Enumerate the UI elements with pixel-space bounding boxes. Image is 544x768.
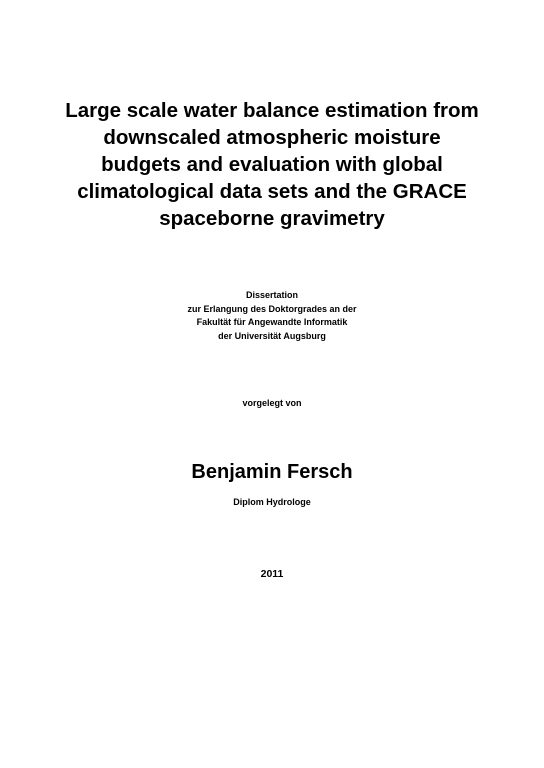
- dissertation-line: zur Erlangung des Doktorgrades an der: [187, 303, 357, 314]
- title-line: budgets and evaluation with global: [101, 153, 443, 176]
- author-name: Benjamin Fersch: [191, 461, 353, 483]
- dissertation-line: der Universität Augsburg: [218, 330, 326, 341]
- title-line: spaceborne gravimetry: [159, 207, 385, 230]
- document-title: [40, 97, 504, 232]
- dissertation-line: Dissertation: [245, 290, 298, 300]
- title-line: climatological data sets and the GRACE: [77, 180, 467, 203]
- author-degree: Diplom Hydrologe: [233, 497, 311, 507]
- publication-year: 2011: [260, 568, 284, 580]
- title-line: downscaled atmospheric moisture: [103, 126, 441, 149]
- title-line: Large scale water balance estimation from: [65, 99, 479, 122]
- submitted-by-label: vorgelegt von: [242, 398, 302, 408]
- dissertation-statement: [100, 289, 444, 343]
- dissertation-line: Fakultät für Angewandte Informatik: [196, 317, 348, 327]
